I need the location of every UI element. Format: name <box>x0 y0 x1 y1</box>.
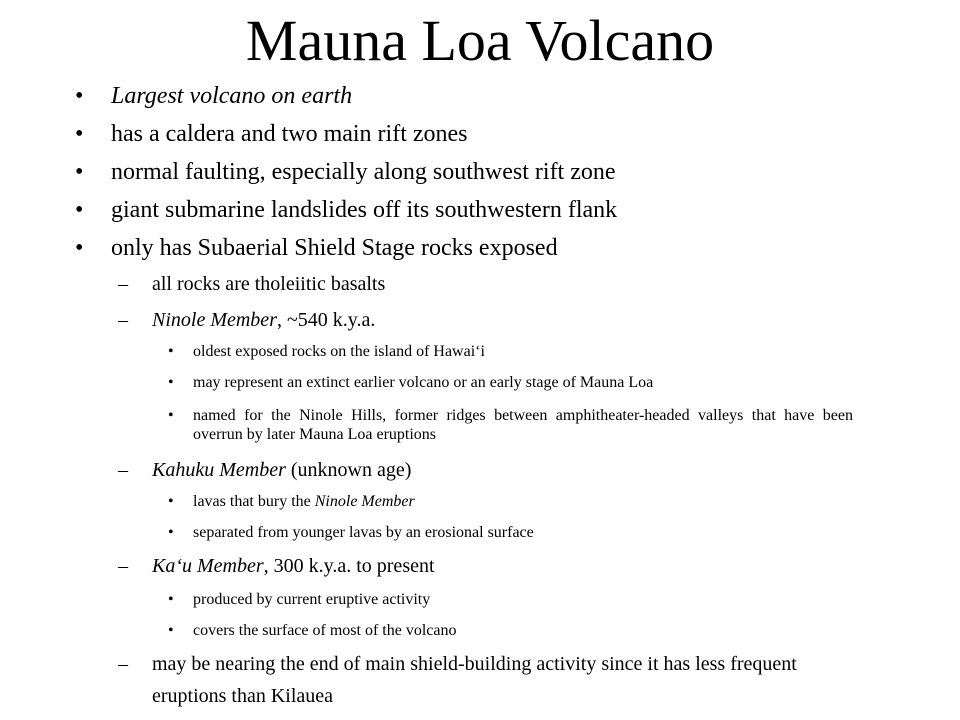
bullet-icon: • <box>75 197 84 223</box>
dash-icon: – <box>118 273 128 295</box>
bullet-icon: • <box>75 235 84 261</box>
bullet-icon: • <box>168 591 174 608</box>
bullet-icon: • <box>168 622 174 639</box>
bullet-icon: • <box>168 374 174 391</box>
bullet-icon: • <box>75 83 84 109</box>
bullet-icon: • <box>168 493 174 510</box>
dash-icon: – <box>118 653 128 675</box>
dash-icon: – <box>118 459 128 481</box>
bullet-icon: • <box>75 159 84 185</box>
bullet-icon: • <box>75 121 84 147</box>
slide-title: Mauna Loa Volcano <box>245 8 715 73</box>
slide: Mauna Loa Volcano • Largest volcano on earth • has a caldera and two main rift zones • normal faulting, especially along southwest rift zone • giant submarine landslides off its southwestern flank • only has Subaerial Shield Stage rocks exposed – all rocks are tholeiitic basalts – Ninole Member, ~540 k.y.a. • oldest exposed rocks on the island of Hawai‘i • may represent an extinct earlier volcano or an early stage of Mauna Loa • named for the Ninole Hills, former ridges between amphitheater-headed valleys that have been overrun by later Mauna Loa eruptions – Kahuku Member (unknown age) • lavas that bury the Ninole Member • separated from younger lavas by an erosional surface – Ka‘u Member, 300 k.y.a. to present • produced by current eruptive activity • covers the surface of most of the volcano – may be nearing the end of main shield-building activity since it has less frequent eruptions than Kilauea <box>0 0 960 720</box>
dash-icon: – <box>118 309 128 331</box>
bullet-icon: • <box>168 407 174 424</box>
dash-icon: – <box>118 555 128 577</box>
bullet-icon: • <box>168 343 174 360</box>
bullet-icon: • <box>168 524 174 541</box>
